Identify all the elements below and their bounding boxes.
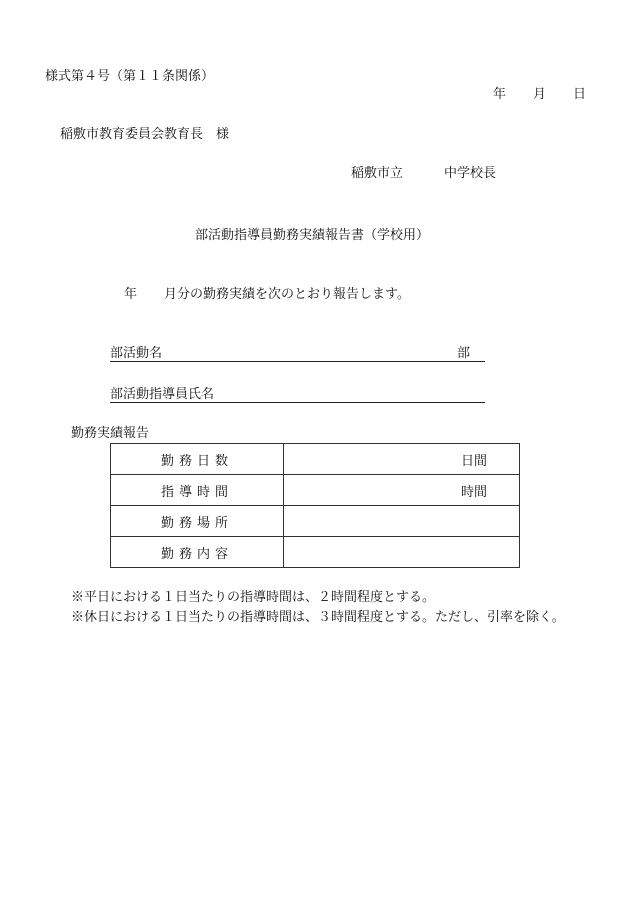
instructor-name-field[interactable]: [110, 386, 485, 403]
row-label-workdays: 勤務日数: [111, 444, 284, 475]
note-holiday: ※休日における１日当たりの指導時間は、３時間程度とする。ただし、引率を除く。: [71, 610, 565, 625]
table-row: [111, 475, 520, 506]
club-suffix: 部: [457, 346, 471, 361]
addressee: 稲敷市教育委員会教育長 様: [60, 127, 230, 142]
table-row: [111, 444, 520, 475]
location-value-cell[interactable]: [284, 506, 520, 537]
club-name-label: 部活動名: [110, 346, 163, 361]
row-label-hours: 指導時間: [111, 475, 284, 506]
sender-prefix: 稲敷市立: [351, 166, 404, 181]
intro-year: 年: [124, 287, 138, 302]
document-title: 部活動指導員勤務実績報告書（学校用）: [195, 228, 430, 243]
date-day: 日: [573, 87, 587, 102]
club-name-field[interactable]: [110, 345, 485, 362]
report-table: [110, 443, 520, 568]
note-weekday: ※平日における１日当たりの指導時間は、２時間程度とする。: [71, 590, 436, 605]
row-label-location: 勤務場所: [111, 506, 284, 537]
form-number: 様式第４号（第１１条関係）: [45, 69, 215, 84]
row-label-content: 勤務内容: [111, 537, 284, 568]
date-month: 月: [533, 87, 547, 102]
sender-suffix: 中学校長: [444, 166, 497, 181]
date-year: 年: [493, 87, 507, 102]
intro-text: 月分の勤務実績を次のとおり報告します。: [164, 287, 410, 302]
workdays-value-cell[interactable]: 日間: [284, 444, 520, 475]
content-value-cell[interactable]: [284, 537, 520, 568]
table-row: [111, 537, 520, 568]
section-heading: 勤務実績報告: [71, 426, 150, 441]
hours-value-cell[interactable]: 時間: [284, 475, 520, 506]
instructor-name-label: 部活動指導員氏名: [110, 387, 215, 402]
table-row: [111, 506, 520, 537]
